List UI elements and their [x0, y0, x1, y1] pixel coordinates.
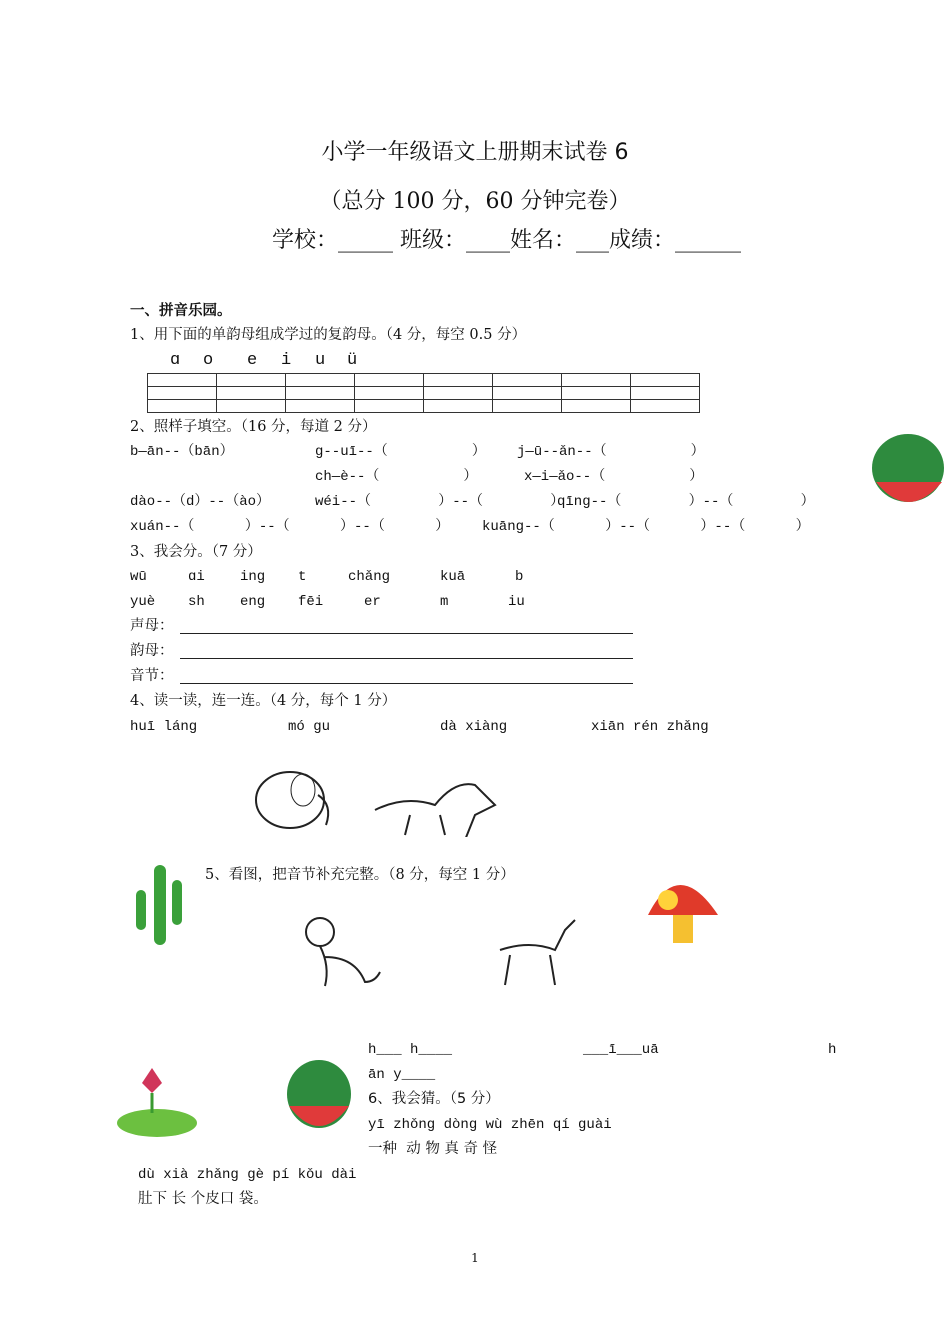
q3-label: 3、我会分。（7 分） — [130, 544, 262, 560]
q3-token: yuè — [130, 594, 156, 610]
wolf-image — [370, 775, 500, 837]
answer-line[interactable] — [180, 683, 633, 684]
q3-token: t — [298, 569, 307, 585]
q2-item: j—ū--ǎn--（ ） — [517, 444, 705, 460]
q2-item: ch—è--（ ） — [315, 469, 478, 485]
page-title: 小学一年级语文上册期末试卷 6 — [321, 140, 629, 165]
q1-label: 1、用下面的单韵母组成学过的复韵母。（4 分，每空 0.5 分） — [130, 327, 527, 343]
elephant-image — [248, 760, 338, 840]
q2-item: x—i—ǎo--（ ） — [524, 469, 704, 485]
q1-letter: o — [203, 351, 214, 370]
subtitle: （总分 100 分，60 分钟完卷） — [319, 189, 631, 214]
q3-token: eng — [240, 594, 266, 610]
q5-label: 5、看图，把音节补充完整。（8 分，每空 1 分） — [205, 867, 515, 883]
riddle-text: 一种 动 物 真 奇 怪 — [368, 1141, 498, 1157]
lotus-image — [112, 1058, 200, 1144]
goat-image — [495, 910, 580, 992]
page-number: 1 — [471, 1251, 479, 1265]
q3-token: wū — [130, 569, 147, 585]
watermelon-image — [285, 1058, 355, 1134]
q5-blank: h___ h____ — [368, 1042, 453, 1058]
q2-item: kuāng--（ ）--（ ）--（ ） — [482, 519, 810, 535]
blank-label: 声母： — [130, 618, 174, 634]
q3-token: b — [515, 569, 524, 585]
q4-word: dà xiàng — [440, 719, 508, 735]
cactus-image — [128, 860, 190, 948]
watermelon-image — [868, 430, 950, 516]
riddle-pinyin: dù xià zhǎng gè pí kǒu dài — [138, 1167, 357, 1183]
q2-example: dào--（d）--（ào） — [130, 494, 271, 510]
q2-item: wéi--（ ）--（ ） — [315, 494, 565, 510]
q5-blank: h — [828, 1042, 837, 1058]
blank-label: 韵母： — [130, 643, 174, 659]
q1-letter: u — [315, 351, 326, 370]
monkey-image — [295, 912, 383, 992]
q4-label: 4、读一读，连一连。（4 分，每个 1 分） — [130, 693, 397, 709]
q1-letter: ü — [347, 351, 358, 370]
q3-token: chǎng — [348, 569, 391, 585]
q4-word: xiān rén zhǎng — [591, 719, 709, 735]
q5-blank: ___ī___uā — [583, 1042, 659, 1058]
q3-token: m — [440, 594, 449, 610]
q3-token: ɑi — [188, 569, 205, 585]
q2-item: qīng--（ ）--（ ） — [557, 494, 815, 510]
q2-item: xuán--（ ）--（ ）--（ ） — [130, 519, 450, 535]
q1-letter: ɑ — [170, 351, 181, 370]
q1-letter: i — [281, 351, 292, 370]
riddle-pinyin: yī zhǒng dòng wù zhēn qí guài — [368, 1117, 612, 1133]
q3-token: ing — [240, 569, 266, 585]
q4-word: huī láng — [130, 719, 198, 735]
q3-token: iu — [508, 594, 525, 610]
q2-example: b—ān--（bān） — [130, 444, 234, 460]
q3-token: er — [364, 594, 381, 610]
q3-token: sh — [188, 594, 205, 610]
student-info-line: 学校：_____ 班级：____姓名：___成绩：______ — [272, 228, 741, 253]
section-heading: 一、拼音乐园。 — [130, 303, 232, 319]
q2-item: g--uī--（ ） — [315, 444, 486, 460]
q3-token: kuā — [440, 569, 466, 585]
answer-grid — [147, 373, 700, 413]
q2-label: 2、照样子填空。（16 分，每道 2 分） — [130, 419, 377, 435]
q6-label: 6、我会猜。（5 分） — [368, 1091, 500, 1107]
answer-line[interactable] — [180, 658, 633, 659]
riddle-text: 肚下 长 个皮口 袋。 — [138, 1191, 268, 1207]
blank-label: 音节： — [130, 668, 174, 684]
q3-token: fēi — [298, 594, 324, 610]
mushroom-image — [643, 870, 721, 948]
q5-blank: ān y____ — [368, 1067, 436, 1083]
answer-line[interactable] — [180, 633, 633, 634]
q1-letter: e — [247, 351, 258, 370]
q4-word: mó gu — [288, 719, 331, 735]
